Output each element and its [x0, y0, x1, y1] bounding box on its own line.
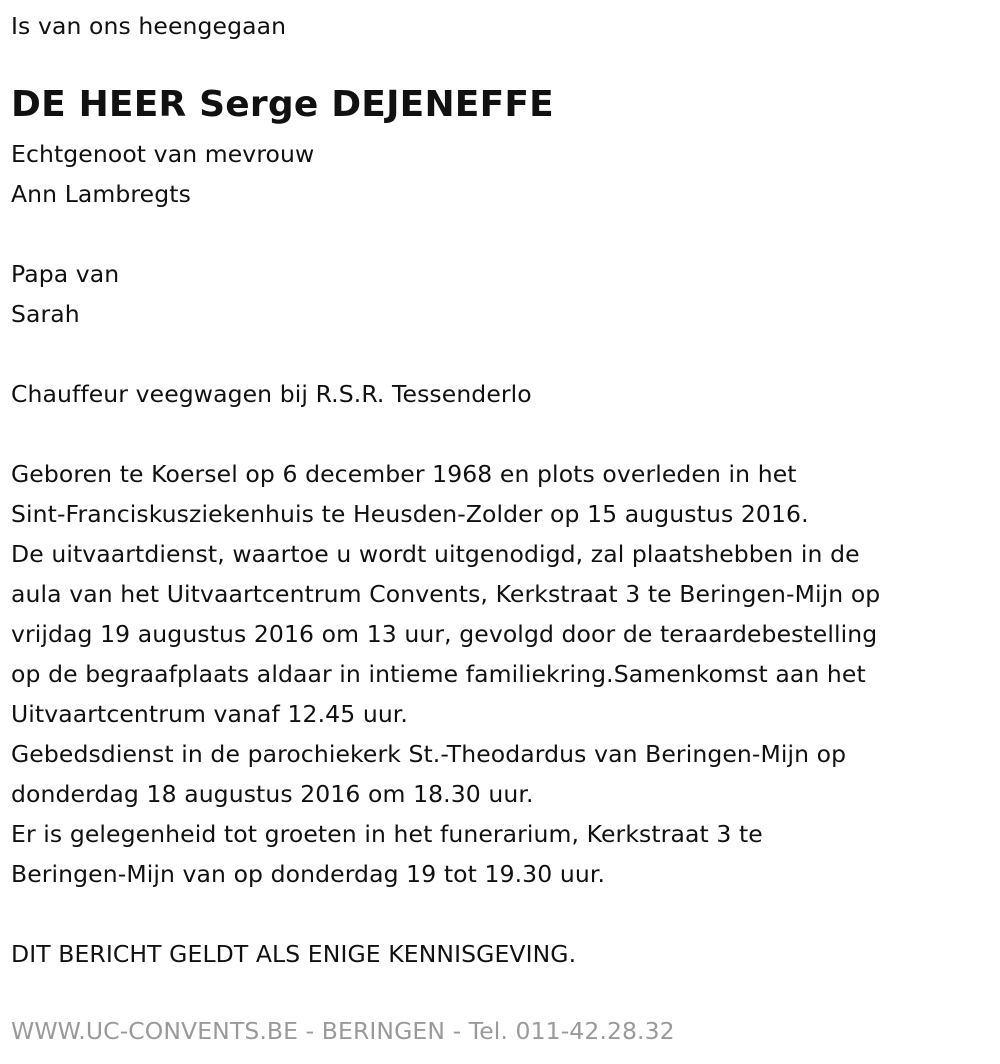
details-line: Geboren te Koersel op 6 december 1968 en plots overleden in het: [11, 460, 797, 488]
spouse-label: Echtgenoot van mevrouw: [11, 140, 315, 168]
details-line: Er is gelegenheid tot groeten in het funerarium, Kerkstraat 3 te: [11, 820, 763, 848]
details-line: Gebedsdienst in de parochiekerk St.-Theodardus van Beringen-Mijn op: [11, 740, 847, 768]
occupation-text: Chauffeur veegwagen bij R.S.R. Tessenderlo: [11, 380, 532, 408]
details-line: donderdag 18 augustus 2016 om 18.30 uur.: [11, 780, 534, 808]
details-line: Sint-Franciskusziekenhuis te Heusden-Zolder op 15 augustus 2016.: [11, 500, 809, 528]
details-line: aula van het Uitvaartcentrum Convents, Kerkstraat 3 te Beringen-Mijn op: [11, 580, 881, 608]
spacer: [11, 214, 880, 254]
spouse-name: Ann Lambregts: [11, 180, 191, 208]
details-line: op de begraafplaats aldaar in intieme familiekring.Samenkomst aan het: [11, 660, 866, 688]
footer-contact: WWW.UC-CONVENTS.BE - BERINGEN - Tel. 011-42.28.32: [11, 1017, 675, 1045]
notice-body: [11, 134, 880, 974]
closing-text: DIT BERICHT GELDT ALS ENIGE KENNISGEVING.: [11, 940, 577, 968]
children-label: Papa van: [11, 260, 120, 288]
spacer: [11, 414, 880, 454]
child-name: Sarah: [11, 300, 80, 328]
spacer: [11, 894, 880, 934]
details-line: vrijdag 19 augustus 2016 om 13 uur, gevolgd door de teraardebestelling: [11, 620, 878, 648]
details-line: De uitvaartdienst, waartoe u wordt uitgenodigd, zal plaatshebben in de: [11, 540, 860, 568]
deceased-name: DE HEER Serge DEJENEFFE: [11, 84, 554, 125]
intro-text: Is van ons heengegaan: [11, 12, 287, 40]
details-line: Beringen-Mijn van op donderdag 19 tot 19.30 uur.: [11, 860, 606, 888]
spacer: [11, 334, 880, 374]
details-line: Uitvaartcentrum vanaf 12.45 uur.: [11, 700, 408, 728]
